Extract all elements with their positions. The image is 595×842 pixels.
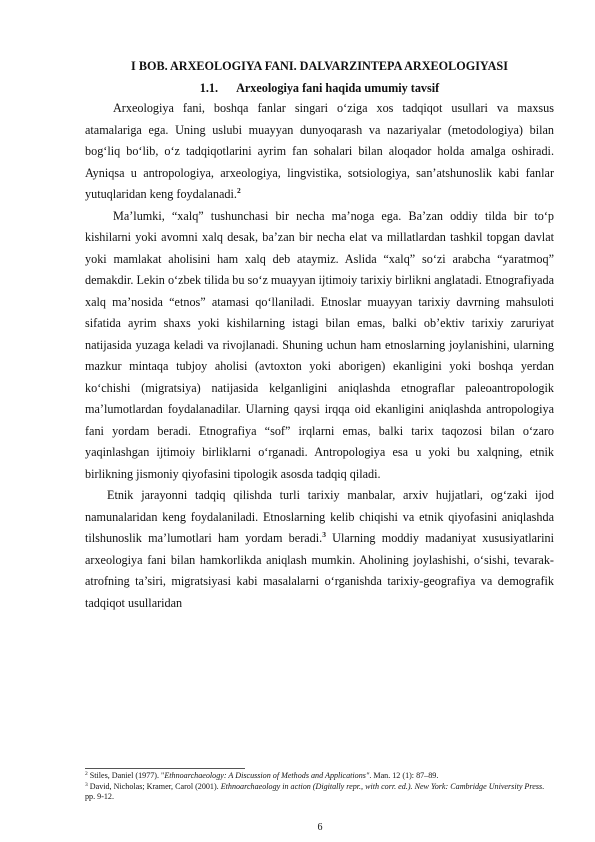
footnote-2-plain: Stiles, Daniel (1977). " (87, 771, 165, 780)
footnote-ref-2[interactable]: 2 (236, 186, 241, 195)
page-content (85, 58, 554, 614)
footnote-2-tail: . Man. 12 (1): 87–89. (369, 771, 439, 780)
footnote-2 (85, 771, 554, 782)
footnote-mark-2: 2 (85, 771, 88, 777)
footnote-divider (85, 768, 245, 769)
footnote-ref-3[interactable]: 3 (322, 530, 326, 539)
paragraph-1 (85, 98, 554, 206)
section-heading (85, 80, 554, 97)
footnote-3-title: Ethnoarchaeology in action (Digitally repr., with corr. ed.). New York: Cambridge University Press (220, 781, 543, 791)
footnote-3 (85, 782, 554, 803)
paragraph-2-text: Ma’lumki, “xalq” tushunchasi bir necha ma’noga ega. Ba’zan oddiy tilda bir to‘p kishilarni yoki avomni xalq desak, ba’zan bir necha elat va millatlardan tashkil topgan davlat yoki mamlakat aholisini ham xalq deb ataymiz. Aslida “xalq” so‘zi arabcha “yaratmoq” demakdir. Lekin o‘zbek tilida bu so‘z muayyan ijtimoiy tarixiy birlikni anglatadi. Etnografiyada xalq ma’nosida “etnos” atamasi qo‘llaniladi. Etnoslar muayyan tarixiy davrning mahsuloti sifatida ayrim shaxs yoki kishilarning istagi bilan emas, balki ob’ektiv tarixiy zaruriyat natijasida yuzaga keladi va rivojlanadi. Shuning uchun ham etnoslarning joylanishini, ularning mazkur mintaqa tubjoy aholisi (avtoxton yoki aborigen) ekanligini yoki boshqa yerdan ko‘chishi (migratsiya) natijasida kelganligini aniqlashda etnograflar paleoantropologik ma’lumotlardan foydalanadilar. Ularning qaysi irqqa oid ekanligini aniqlashda antropologiya fani yordam beradi. Etnografiya “sof” irqlarni emas, balki tarix taqozosi bilan o‘zaro yaqinlashgan ijtimoiy birliklarni o‘rganadi. Antropologiya esa u yoki bu xalqning, etnik birlikning jismoniy qiyofasini tipologik asosda tadqiq qiladi. (85, 208, 554, 481)
section-number: 1.1. (199, 81, 219, 95)
paragraph-3 (85, 485, 554, 614)
chapter-title: I BOB. ARXEOLOGIYA FANI. DALVARZINTEPA ARXEOLOGIYASI (131, 59, 508, 73)
footnote-2-title: Ethnoarchaeology: A Discussion of Methods and Applications" (164, 771, 370, 780)
paragraph-2 (85, 206, 554, 486)
page-number: 6 (317, 822, 323, 833)
section-title: Arxeologiya fani haqida umumiy tavsif (236, 81, 440, 95)
paragraph-1-text: Arxeologiya fani, boshqa fanlar singari o‘ziga xos tadqiqot usullari va maxsus atamalariga ega. Uning uslubi muayyan dunyoqarash va nazariyalar (metodologiya) bilan bog‘liq bo‘lib, o‘z tadqiqotlarini ayrim fan sohalari bilan aloqador holda amalga oshiradi. Ayniqsa u antropologiya, arxeologiya, lingvistika, sotsiologiya, san’atshunoslik kabi fanlar yutuqlaridan keng foydalanadi. (85, 101, 554, 201)
footnote-3-tail: . pp. 9-12. (85, 781, 545, 802)
footnotes (85, 768, 554, 803)
paragraph-3-text-after: Ularning moddiy madaniyat xususiyatlarini arxeologiya fani bilan hamkorlikda aniqlash mumkin. Aholining joylashishi, o‘sishi, tevarak-atrofning ta’siri, migratsiyasi kabi masalalarni o‘rganishda tarixiy-geografiya va demografik tadqiqot usullaridan (85, 531, 554, 610)
paragraph-3-text-before: Etnik jarayonni tadqiq qilishda turli tarixiy manbalar, arxiv hujjatlari, og‘zaki ijod namunalaridan keng foydalaniladi. Etnoslarning kelib chiqishi va etnik qiyofasini aniqlashda tilshunoslik ma’lumotlari ham yordam beradi. (85, 488, 554, 545)
footnote-mark-3: 3 (85, 781, 88, 788)
footnote-3-plain: David, Nicholas; Kramer, Carol (2001). (87, 781, 221, 791)
